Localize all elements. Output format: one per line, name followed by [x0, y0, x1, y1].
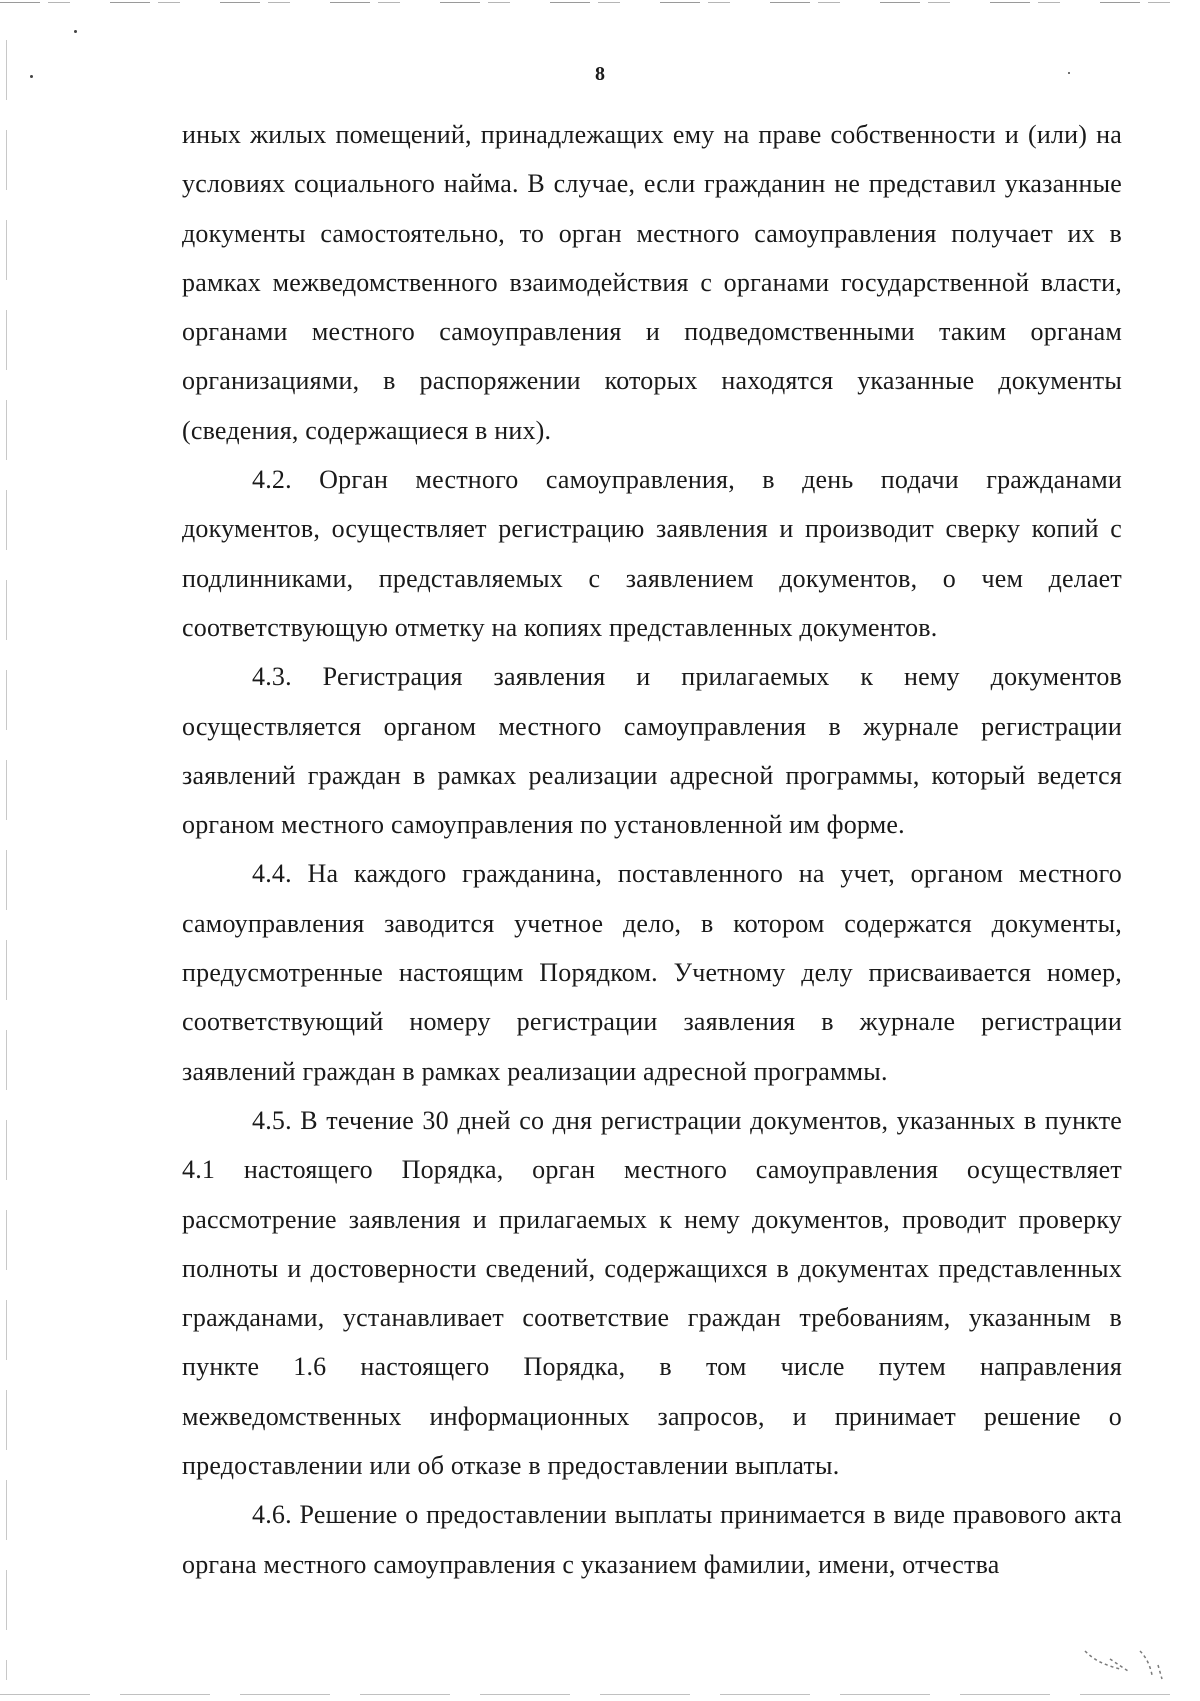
- paragraph-4-3: 4.3. Регистрация заявления и прилагаемых к нему документов осуществляется органом местного самоуправления в журнале регистрации заявлений граждан в рамках реализации адресной программы, который ведется органом местного самоуправления по установленной им форме.: [182, 662, 1122, 840]
- page-number: 8: [595, 63, 605, 85]
- paragraph-4-2: 4.2. Орган местного самоуправления, в день подачи гражданами документов, осуществляет регистрацию заявления и производит сверку копий с подлинниками, представляемых с заявлением документов, о чем делает соответствующую отметку на копиях представленных документов.: [182, 465, 1122, 642]
- handwritten-mark: [1080, 1621, 1170, 1681]
- scan-edge-bottom: [0, 1694, 1200, 1695]
- paragraph-4-6: 4.6. Решение о предоставлении выплаты принимается в виде правового акта органа местного самоуправления с указанием фамилии, имени, отчества: [182, 1500, 1122, 1579]
- scan-edge-left: [6, 40, 7, 1680]
- document-body: [182, 110, 1122, 1589]
- paragraph-4-5: 4.5. В течение 30 дней со дня регистрации документов, указанных в пункте 4.1 настоящего Порядка, орган местного самоуправления осуществляет рассмотрение заявления и прилагаемых к нему документов, проводит проверку полноты и достоверности сведений, содержащихся в документах представленных гражданами, устанавливает соответствие граждан требованиям, указанным в пункте 1.6 настоящего Порядка, в том числе путем направления межведомственных информационных запросов, и принимает решение о предоставлении или об отказе в предоставлении выплаты.: [182, 1105, 1122, 1481]
- scan-speck: [74, 30, 77, 33]
- paragraph-continuation: иных жилых помещений, принадлежащих ему на праве собственности и (или) на условиях социального найма. В случае, если гражданин не представил указанные документы самостоятельно, то орган местного самоуправления получает их в рамках межведомственного взаимодействия с органами государственной власти, органами местного самоуправления и подведомственными таким органам организациями, в распоряжении которых находятся указанные документы (сведения, содержащиеся в них).: [182, 120, 1122, 445]
- paragraph-4-4: 4.4. На каждого гражданина, поставленного на учет, органом местного самоуправления заводится учетное дело, в котором содержатся документы, предусмотренные настоящим Порядком. Учетному делу присваивается номер, соответствующий номеру регистрации заявления в журнале регистрации заявлений граждан в рамках реализации адресной программы.: [182, 859, 1122, 1086]
- scan-edge-top: [0, 2, 1200, 3]
